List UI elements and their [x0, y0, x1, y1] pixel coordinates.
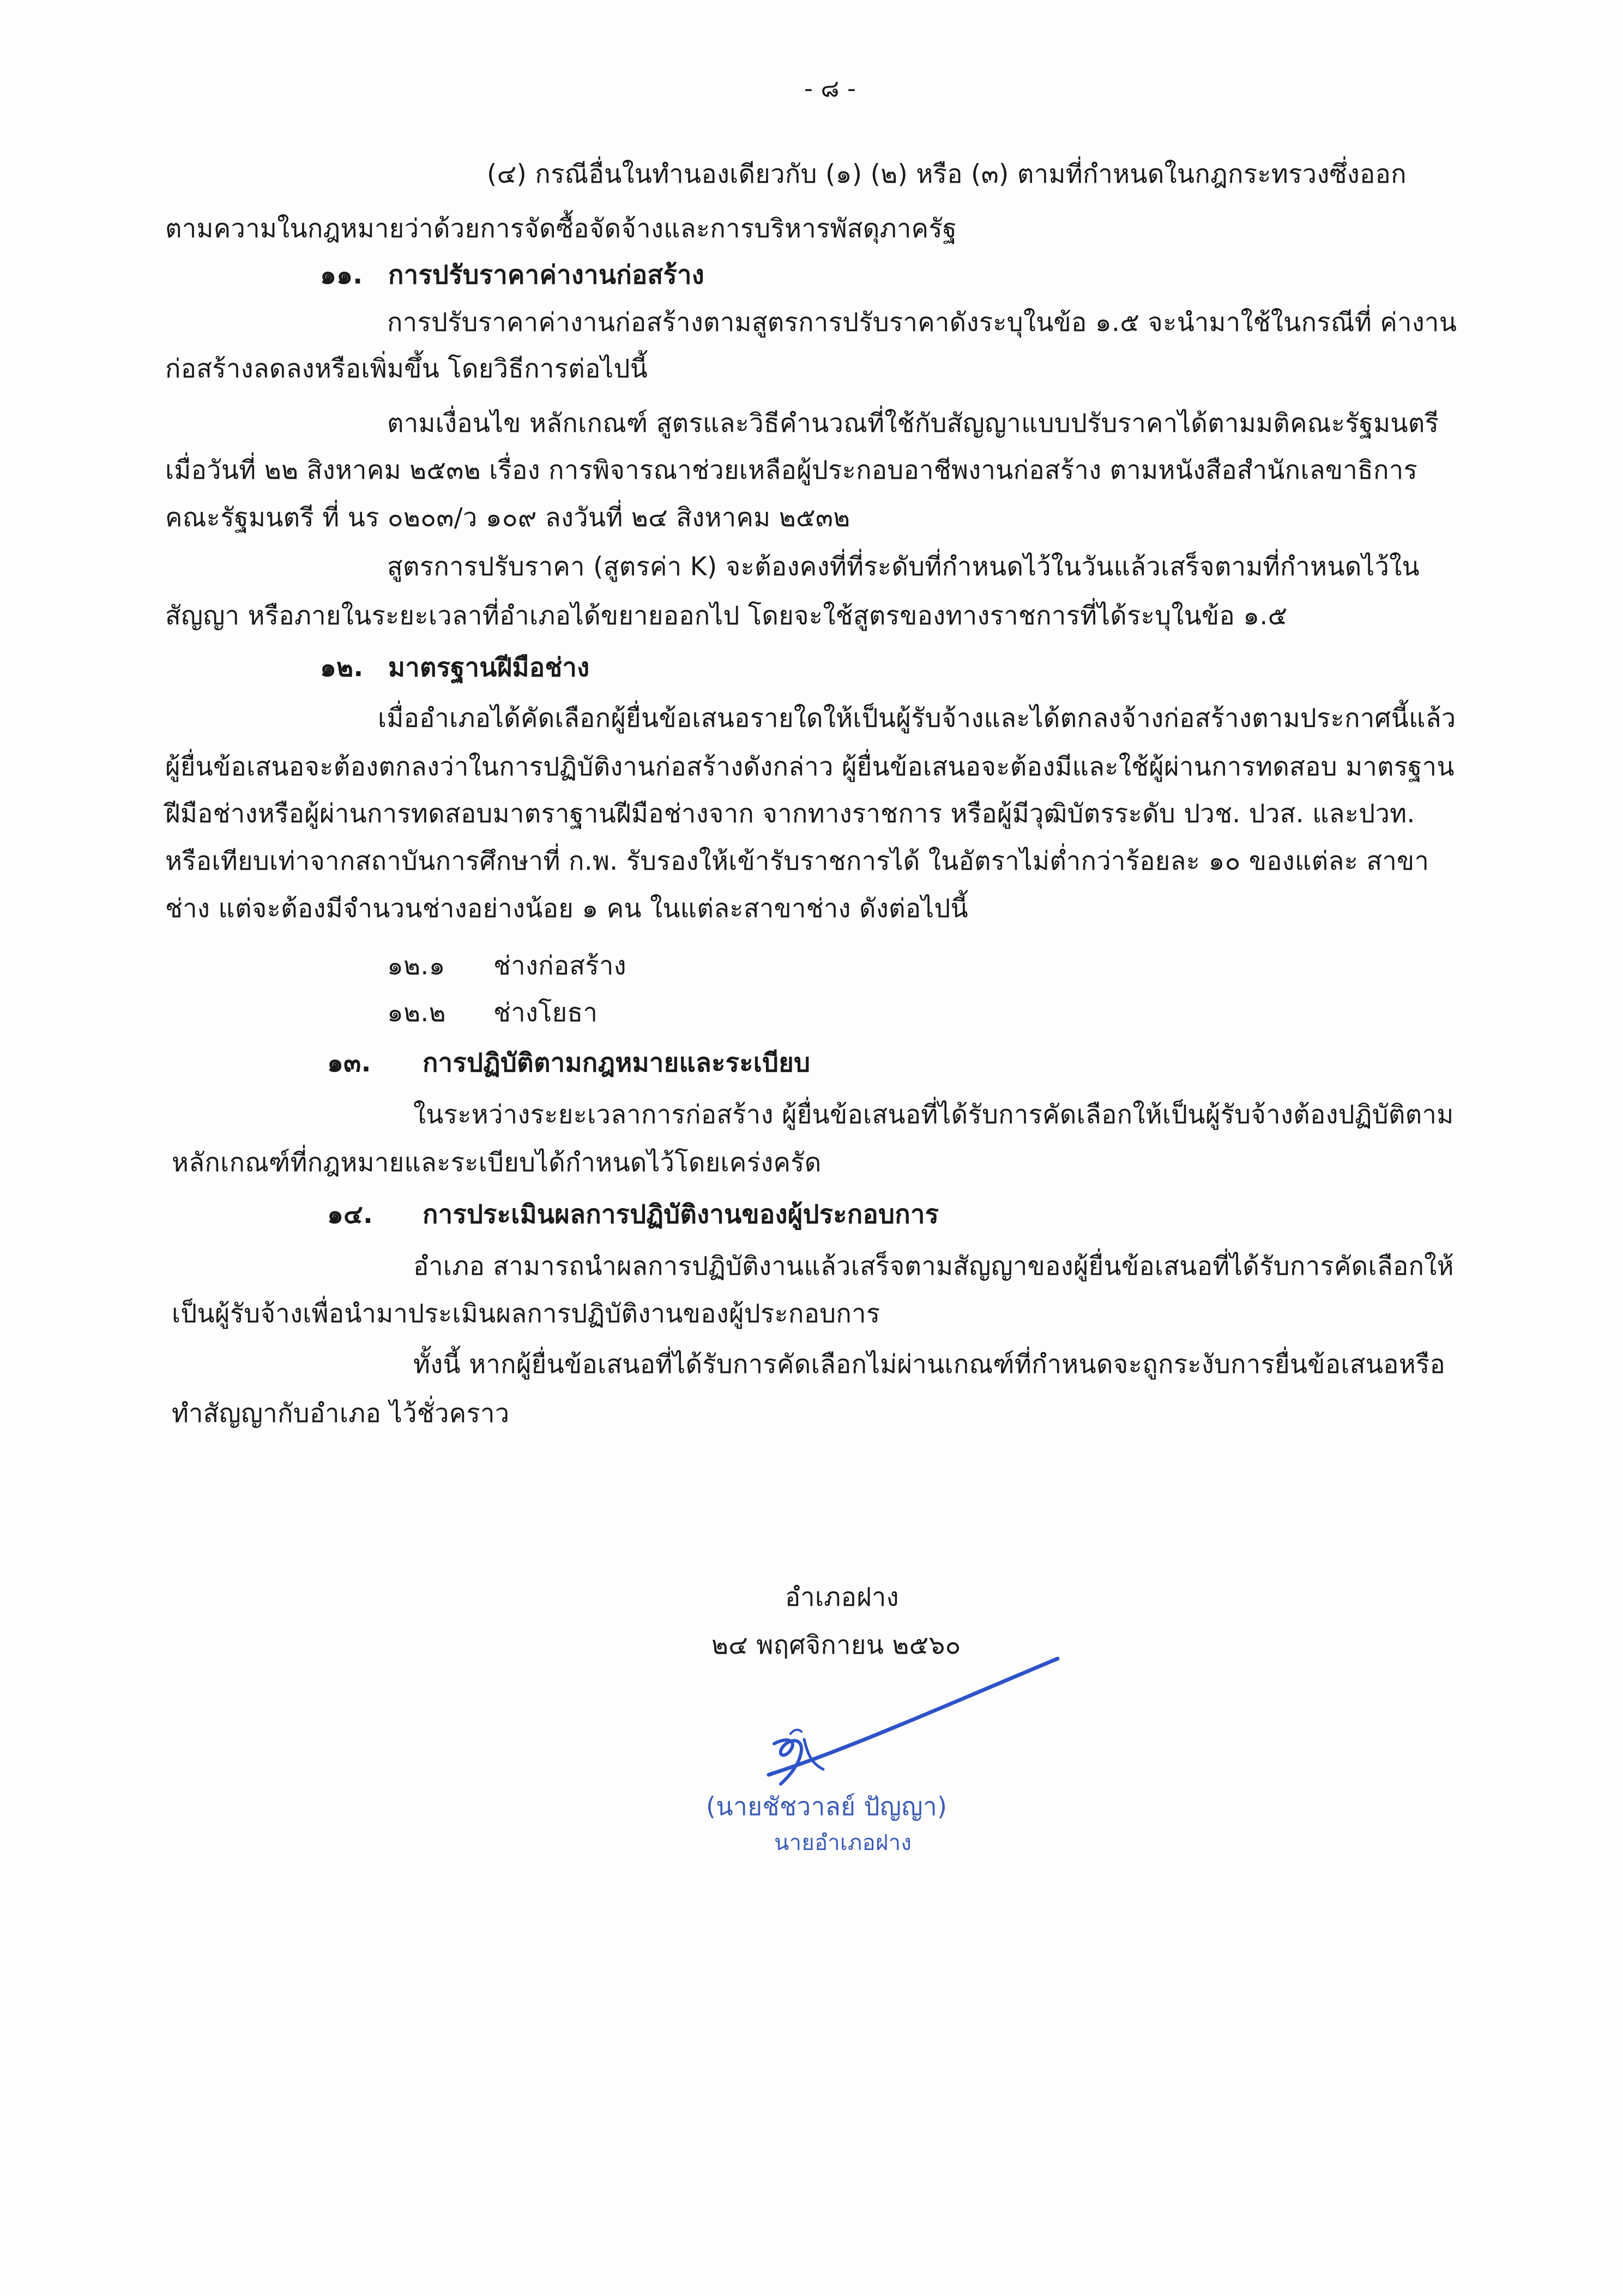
section-13-line2: หลักเกณฑ์ที่กฎหมายและระเบียบได้กำหนดไว้โดยเคร่งครัด	[172, 1148, 822, 1178]
signatory-name: (นายชัชวาลย์ ปัญญา)	[706, 1792, 948, 1821]
section-12-item-2-number: ๑๒.๒	[387, 998, 446, 1028]
section-14-heading: การประเมินผลการปฏิบัติงานของผู้ประกอบการ	[423, 1200, 939, 1230]
section-14-para2-line2: ทำสัญญากับอำเภอ ไว้ชั่วคราว	[172, 1399, 510, 1429]
section-11-para3-line2: สัญญา หรือภายในระยะเวลาที่อำเภอได้ขยายออกไป โดยจะใช้สูตรของทางราชการที่ได้ระบุในข้อ ๑.๕	[165, 601, 1288, 631]
section-12-heading: มาตรฐานฝีมือช่าง	[388, 653, 590, 683]
section-11-para1-line1: การปรับราคาค่างานก่อสร้างตามสูตรการปรับราคาดังระบุในข้อ ๑.๕ จะนำมาใช้ในกรณีที่ ค่างาน	[387, 308, 1457, 338]
section-12-line4: หรือเทียบเท่าจากสถาบันการศึกษาที่ ก.พ. รับรองให้เข้ารับราชการได้ ในอัตราไม่ต่ำกว่าร้อยละ ๑๐ ของแต่ละ สาขา	[165, 846, 1429, 876]
section-11-heading: การปรับราคาค่างานก่อสร้าง	[388, 260, 705, 290]
section-11-para2-line1: ตามเงื่อนไข หลักเกณฑ์ สูตรและวิธีคำนวณที่ใช้กับสัญญาแบบปรับราคาได้ตามมติคณะรัฐมนตรี	[387, 408, 1439, 438]
section-11-para1-line2: ก่อสร้างลดลงหรือเพิ่มขึ้น โดยวิธีการต่อไปนี้	[165, 354, 648, 384]
section-12-line1: เมื่ออำเภอได้คัดเลือกผู้ยื่นข้อเสนอรายใดให้เป็นผู้รับจ้างและได้ตกลงจ้างก่อสร้างตามประกาศนี้แล้ว	[378, 703, 1456, 733]
page-number: - ๘ -	[804, 75, 856, 103]
section-11-para2-line2: เมื่อวันที่ ๒๒ สิงหาคม ๒๕๓๒ เรื่อง การพิจารณาช่วยเหลือผู้ประกอบอาชีพงานก่อสร้าง ตามหนังสือสำนักเลขาธิการ	[165, 455, 1418, 485]
section-12-item-1-number: ๑๒.๑	[387, 951, 445, 981]
section-12-number: ๑๒.	[320, 653, 364, 683]
section-11-number: ๑๑.	[320, 260, 363, 290]
intro-line-1: (๔) กรณีอื่นในทำนองเดียวกับ (๑) (๒) หรือ (๓) ตามที่กำหนดในกฎกระทรวงซึ่งออก	[487, 159, 1407, 189]
section-13-number: ๑๓.	[327, 1048, 371, 1078]
section-14-para1-line1: อำเภอ สามารถนำผลการปฏิบัติงานแล้วเสร็จตามสัญญาของผู้ยื่นข้อเสนอที่ได้รับการคัดเลือกให้	[413, 1251, 1454, 1281]
signature-mark	[736, 1647, 1074, 1810]
section-12-item-1-label: ช่างก่อสร้าง	[493, 951, 626, 981]
section-12-line3: ฝีมือช่างหรือผู้ผ่านการทดสอบมาตราฐานฝีมือช่างจาก จากทางราชการ หรือผู้มีวุฒิบัตรระดับ ปวช. ปวส. และปวท.	[165, 799, 1415, 829]
section-14-para2-line1: ทั้งนี้ หากผู้ยื่นข้อเสนอที่ได้รับการคัดเลือกไม่ผ่านเกณฑ์ที่กำหนดจะถูกระงับการยื่นข้อเสนอหรือ	[413, 1349, 1446, 1379]
section-14-para1-line2: เป็นผู้รับจ้างเพื่อนำมาประเมินผลการปฏิบัติงานของผู้ประกอบการ	[172, 1299, 880, 1329]
section-11-para3-line1: สูตรการปรับราคา (สูตรค่า K) จะต้องคงที่ที่ระดับที่กำหนดไว้ในวันแล้วเสร็จตามที่กำหนดไว้ใน	[387, 552, 1420, 582]
section-13-line1: ในระหว่างระยะเวลาการก่อสร้าง ผู้ยื่นข้อเสนอที่ได้รับการคัดเลือกให้เป็นผู้รับจ้างต้องปฏิบัติตาม	[413, 1100, 1454, 1130]
intro-line-2: ตามความในกฎหมายว่าด้วยการจัดซื้อจัดจ้างและการบริหารพัสดุภาครัฐ	[165, 214, 957, 244]
closing-office: อำเภอฝาง	[785, 1582, 899, 1612]
section-12-line5: ช่าง แต่จะต้องมีจำนวนช่างอย่างน้อย ๑ คน ในแต่ละสาขาช่าง ดังต่อไปนี้	[165, 894, 968, 924]
section-11-para2-line3: คณะรัฐมนตรี ที่ นร ๐๒๐๓/ว ๑๐๙ ลงวันที่ ๒๔ สิงหาคม ๒๕๓๒	[165, 503, 850, 533]
section-13-heading: การปฏิบัติตามกฎหมายและระเบียบ	[423, 1048, 811, 1078]
section-12-item-2-label: ช่างโยธา	[493, 998, 598, 1028]
section-14-number: ๑๔.	[327, 1200, 373, 1230]
section-12-line2: ผู้ยื่นข้อเสนอจะต้องตกลงว่าในการปฏิบัติงานก่อสร้างดังกล่าว ผู้ยื่นข้อเสนอจะต้องมีและใช้ผู้ผ่านการทดสอบ มาตรฐาน	[165, 752, 1455, 782]
signatory-title: นายอำเภอฝาง	[774, 1830, 912, 1855]
closing-date: ๒๔ พฤศจิกายน ๒๕๖๐	[711, 1630, 961, 1660]
